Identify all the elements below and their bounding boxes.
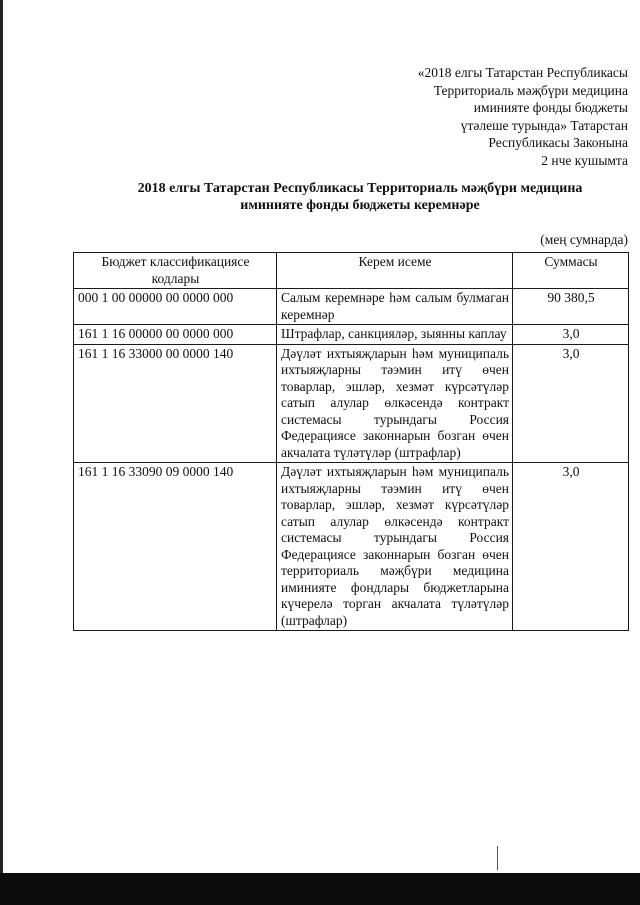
row-name: Дәүләт ихтыяҗларын һәм муниципаль ихтыяҗларны тәэмин итү өчен товарлар, эшләр, хезмәт күрсәтүләр сатып алулар өлкәсендә контракт системасы турындагы Россия Федерациясе законнарын бозган өчен акчалата түләтүләр (штрафлар): [277, 344, 513, 463]
appendix-line: үтәлеше турында» Татарстан: [460, 117, 628, 133]
revenue-table: [73, 252, 629, 631]
row-name: Салым керемнәре һәм салым булмаган керемнәр: [277, 289, 513, 325]
scan-left-edge: [0, 0, 3, 905]
header-name: Керем исеме: [277, 253, 513, 289]
appendix-number: 2 нче кушымта: [541, 152, 628, 168]
row-name: Штрафлар, санкцияләр, зыянны каплау: [277, 325, 513, 345]
row-amount: 3,0: [513, 325, 629, 345]
units-note: (мең сумнарда): [540, 232, 628, 247]
row-name: Дәүләт ихтыяҗларын һәм муниципаль ихтыяҗларны тәэмин итү өчен товарлар, эшләр, хезмәт күрсәтүләр сатып алулар өлкәсендә контракт системасы турындагы Россия Федерациясе законнарын бозган өчен территориаль мәҗбүри медицина иминияте фондлары бюджетларына күчерелә торган акчалата түләтүләр (штрафлар): [277, 463, 513, 631]
appendix-line: иминияте фонды бюджеты: [473, 100, 628, 115]
row-code: 161 1 16 33000 00 0000 140: [74, 344, 277, 463]
scan-bottom-band: [0, 873, 640, 905]
row-code: 161 1 16 00000 00 0000 000: [74, 325, 277, 345]
header-code: Бюджет классификациясе кодлары: [74, 253, 277, 289]
row-amount: 3,0: [513, 344, 629, 463]
row-code: 161 1 16 33090 09 0000 140: [74, 463, 277, 631]
header-amount: Суммасы: [513, 253, 629, 289]
row-amount: 90 380,5: [513, 289, 629, 325]
table-row: [74, 344, 629, 463]
appendix-header: [368, 64, 628, 169]
row-amount: 3,0: [513, 463, 629, 631]
table-row: [74, 463, 629, 631]
appendix-line: «2018 елгы Татарстан Республикасы: [417, 65, 628, 80]
appendix-line: Республикасы Законына: [488, 135, 628, 150]
document-title: [90, 180, 630, 214]
title-line: иминияте фонды бюджеты керемнәре: [240, 198, 480, 213]
table-header-row: [74, 253, 629, 289]
scan-artifact-line: [497, 846, 498, 870]
table-row: [74, 289, 629, 325]
table-row: [74, 325, 629, 345]
title-line: 2018 елгы Татарстан Республикасы Территориаль мәҗбүри медицина: [137, 181, 583, 196]
appendix-line: Территориаль мәҗбүри медицина: [433, 82, 628, 98]
row-code: 000 1 00 00000 00 0000 000: [74, 289, 277, 325]
